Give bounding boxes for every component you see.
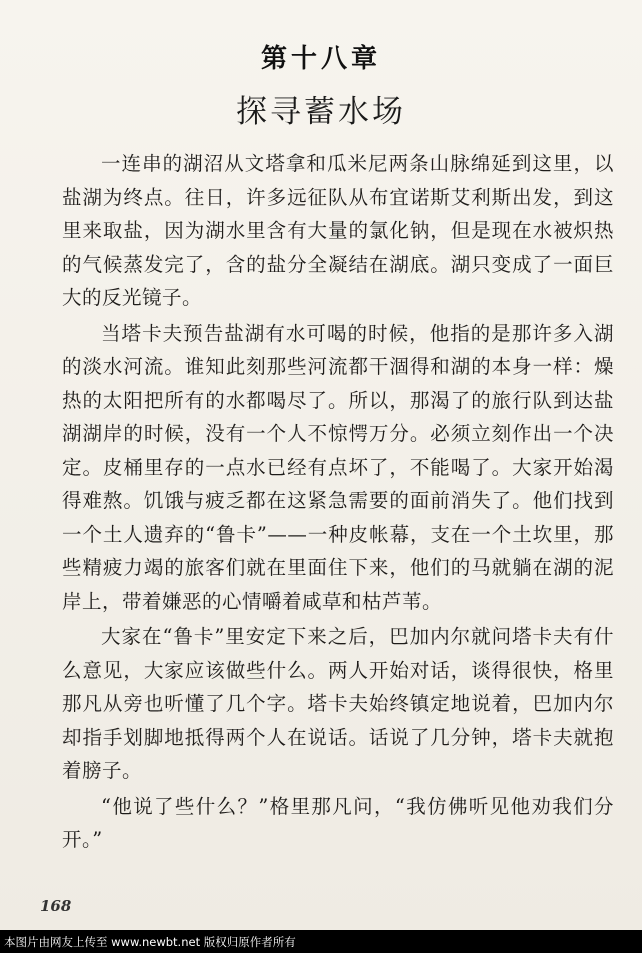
page-number: 168 [40, 897, 72, 915]
chapter-title: 探寻蓄水场 [236, 94, 406, 130]
paragraph-4: “他说了些什么？”格里那凡问，“我仿佛听见他劝我们分开。” [62, 794, 614, 851]
paragraph-1: 一连串的湖沼从文塔拿和瓜米尼两条山脉绵延到这里，以盐湖为终点。往日，许多远征队从布宜诺斯艾利斯出发，到这里来取盐，因为湖水里含有大量的氯化钠，但是现在水被炽热的气候蒸发完了，含的盐分全凝结在湖底。湖只变成了一面巨大的反光镜子。 [62, 152, 614, 309]
paragraph-3: 大家在“鲁卡”里安定下来之后，巴加内尔就问塔卡夫有什么意见，大家应该做些什么。两人开始对话，谈得很快，格里那凡从旁也听懂了几个字。塔卡夫始终镇定地说着，巴加内尔却指手划脚地抵得两个人在说话。话说了几分钟，塔卡夫就抱着膀子。 [62, 625, 614, 782]
footer-text: 本图片由网友上传至 www.newbt.net 版权归原作者所有 [4, 934, 296, 949]
watermark-footer [0, 930, 642, 953]
paragraph-2: 当塔卡夫预告盐湖有水可喝的时候，他指的是那许多入湖的淡水河流。谁知此刻那些河流都干涸得和湖的本身一样：燥热的太阳把所有的水都喝尽了。所以，那渴了的旅行队到达盐湖湖岸的时候，没有一个人不惊愕万分。必须立刻作出一个决定。皮桶里存的一点水已经有点坏了，不能喝了。大家开始渴得难熬。饥饿与疲乏都在这紧急需要的面前消失了。他们找到一个土人遗弃的“鲁卡”——一种皮帐幕，支在一个土坎里，那些精疲力竭的旅客们就在里面住下来，他们的马就躺在湖的泥岸上，带着嫌恶的心情嚼着咸草和枯芦苇。 [62, 321, 614, 613]
chapter-number: 第十八章 [260, 44, 381, 74]
body-text [62, 147, 614, 859]
